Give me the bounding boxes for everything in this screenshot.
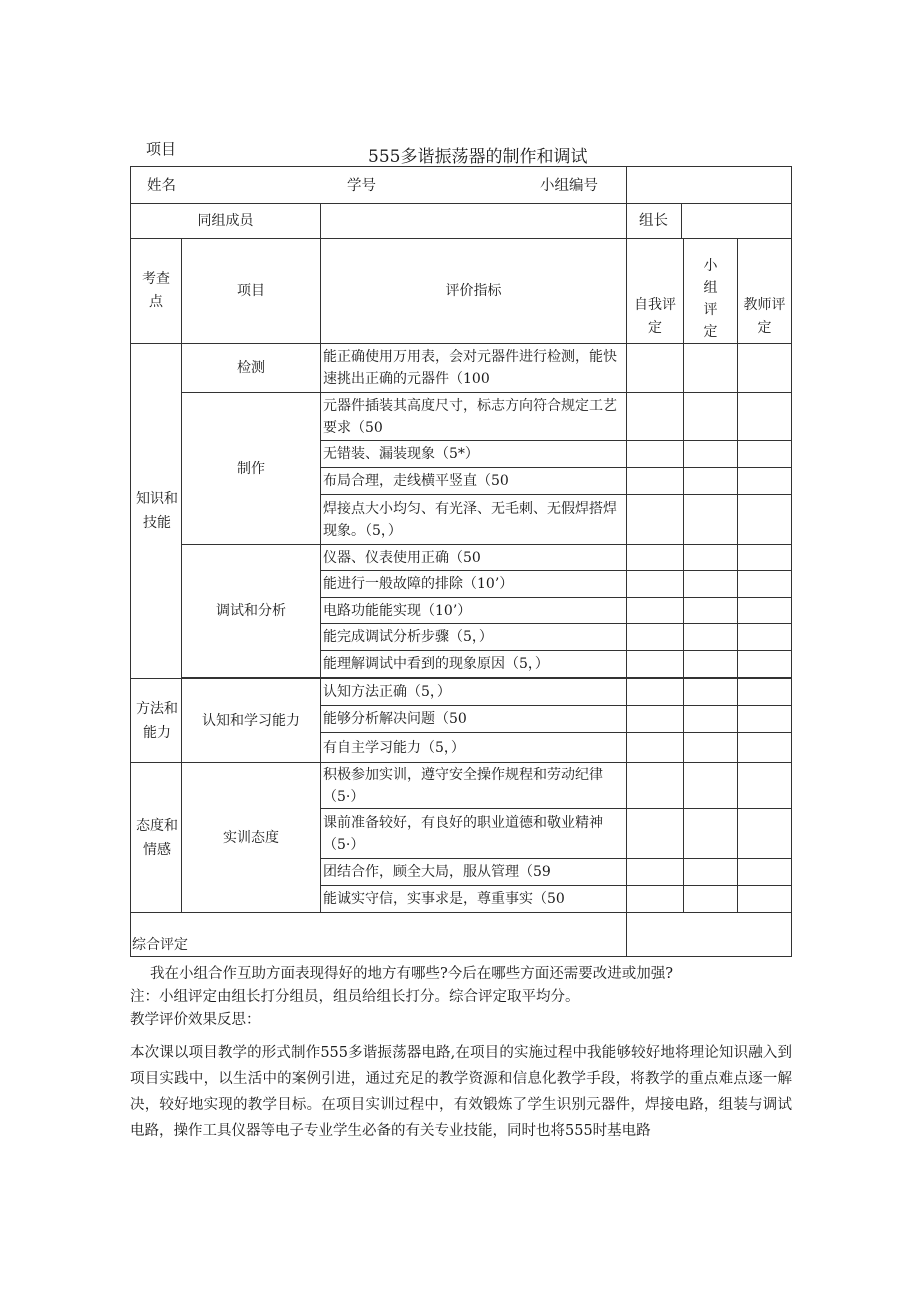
table-row [131,763,792,809]
header-label: 项目 [146,140,177,158]
self-score[interactable] [627,393,684,441]
student-id-label: 学号 [347,178,376,194]
self-score[interactable] [627,859,684,886]
criterion: 课前准备较好，有良好的职业道德和敬业精神（5·） [321,809,627,859]
criterion: 无错装、漏装现象（5*） [321,441,627,468]
footnote: 注：小组评定由组长打分组员，组员给组长打分。综合评定取平均分。 [130,989,580,1005]
group-score[interactable] [684,679,738,706]
item-learning: 认知和学习能力 [182,679,321,763]
category-attitude: 态度和情感 [131,763,182,913]
self-score[interactable] [627,809,684,859]
group-score[interactable] [684,763,738,809]
teacher-score[interactable] [738,809,792,859]
column-header-row [131,239,792,344]
criterion: 能进行一般故障的排除（10’） [321,571,627,598]
self-score[interactable] [627,441,684,468]
item-make: 制作 [182,393,321,545]
members-row [131,204,792,239]
leader-label: 组长 [639,213,669,229]
criterion: 积极参加实训，遵守安全操作规程和劳动纪律（5·） [321,763,627,809]
name-cell[interactable] [131,167,627,204]
group-score[interactable] [684,706,738,733]
criterion: 能理解调试中看到的现象原因（5，） [321,651,627,678]
reflection-paragraph: 本次课以项目教学的形式制作555多谐振荡器电路,在项目的实施过程中我能够较好地将理论知识融入到项目实践中，以生活中的案例引进，通过充足的教学资源和信息化教学手段，将教学的重点难点逐一解决，较好地实现的教学目标。在项目实训过程中，有效锻炼了学生识别元器件，焊接电路，组装与调试电路，操作工具仪器等电子专业学生必备的有关专业技能，同时也将555时基电路 [130,1045,792,1139]
info-row [131,167,792,204]
group-score[interactable] [684,545,738,571]
self-score[interactable] [627,571,684,598]
col-item: 项目 [182,239,321,344]
members-label: 同组成员 [131,204,321,239]
criterion: 电路功能能实现（10’） [321,598,627,624]
name-label: 姓名 [147,178,176,194]
self-score[interactable] [627,733,684,763]
teacher-score[interactable] [738,763,792,809]
col-indicator: 评价指标 [321,239,627,344]
category-method: 方法和能力 [131,679,182,763]
self-score[interactable] [627,679,684,706]
group-score[interactable] [684,441,738,468]
teacher-score[interactable] [738,733,792,763]
group-score[interactable] [684,344,738,393]
self-score[interactable] [627,495,684,545]
summary-value[interactable] [627,913,792,957]
self-score[interactable] [627,624,684,651]
table-row [131,545,792,571]
col-self-eval: 自我评定 [627,239,684,344]
group-score[interactable] [684,859,738,886]
criterion: 能正确使用万用表，会对元器件进行检测，能快速挑出正确的元器件（100 [321,344,627,393]
table-row [131,679,792,706]
teacher-score[interactable] [738,598,792,624]
self-score[interactable] [627,706,684,733]
criterion: 仪器、仪表使用正确（50 [321,545,627,571]
criterion: 元器件插装其高度尺寸，标志方向符合规定工艺要求（50 [321,393,627,441]
self-score[interactable] [627,545,684,571]
summary-label: 综合评定 [131,913,627,957]
page-title: 555多谐振荡器的制作和调试 [368,147,588,167]
table-row [131,344,792,393]
criterion: 有自主学习能力（5，） [321,733,627,763]
teacher-score[interactable] [738,706,792,733]
group-score[interactable] [684,598,738,624]
col-check-point: 考查点 [131,239,182,344]
teacher-score[interactable] [738,651,792,678]
teacher-score[interactable] [738,441,792,468]
criterion: 能完成调试分析步骤（5，） [321,624,627,651]
table-row [131,393,792,441]
item-attitude: 实训态度 [182,763,321,913]
teacher-score[interactable] [738,571,792,598]
summary-row [131,913,792,957]
leader-divider [681,204,682,238]
group-score[interactable] [684,733,738,763]
item-debug: 调试和分析 [182,545,321,678]
self-score[interactable] [627,468,684,495]
teacher-score[interactable] [738,679,792,706]
evaluation-table [130,166,792,957]
group-score[interactable] [684,651,738,678]
self-score[interactable] [627,651,684,678]
group-score[interactable] [684,495,738,545]
teacher-score[interactable] [738,344,792,393]
teacher-score[interactable] [738,468,792,495]
group-score[interactable] [684,624,738,651]
self-score[interactable] [627,886,684,913]
leader-cell[interactable] [627,204,792,239]
group-score[interactable] [684,886,738,913]
group-score[interactable] [684,468,738,495]
criterion: 能诚实守信，实事求是，尊重事实（50 [321,886,627,913]
self-score[interactable] [627,763,684,809]
reflection-question: 我在小组合作互助方面表现得好的地方有哪些?今后在哪些方面还需要改进或加强? [150,966,674,982]
criterion: 布局合理，走线横平竖直（50 [321,468,627,495]
reflection-title: 教学评价效果反思： [130,1012,261,1028]
group-score[interactable] [684,393,738,441]
category-knowledge: 知识和技能 [131,344,182,679]
self-score[interactable] [627,598,684,624]
item-detect: 检测 [182,344,321,393]
teacher-score[interactable] [738,886,792,913]
criterion: 认知方法正确（5，） [321,679,627,706]
members-value[interactable] [321,204,627,239]
teacher-score[interactable] [738,859,792,886]
group-score[interactable] [684,809,738,859]
group-number-value[interactable] [627,167,792,204]
group-number-label: 小组编号 [540,178,598,194]
group-score[interactable] [684,571,738,598]
col-group-eval: 小组评定 [684,239,738,344]
self-score[interactable] [627,344,684,393]
teacher-score[interactable] [738,545,792,571]
criterion: 能够分析解决问题（50 [321,706,627,733]
teacher-score[interactable] [738,495,792,545]
criterion: 团结合作，顾全大局，服从管理（59 [321,859,627,886]
criterion: 焊接点大小均匀、有光泽、无毛刺、无假焊搭焊现象。（5，） [321,495,627,545]
teacher-score[interactable] [738,624,792,651]
col-teacher-eval: 教师评定 [738,239,792,344]
teacher-score[interactable] [738,393,792,441]
